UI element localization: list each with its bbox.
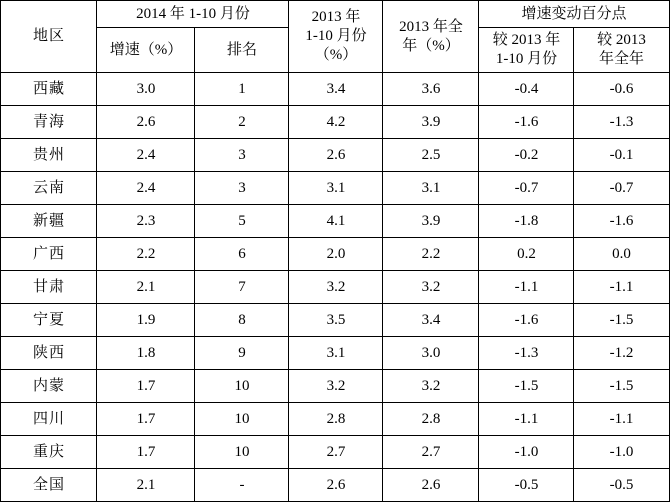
- cell-2013-10m: 4.2: [289, 106, 383, 139]
- cell-2013-10m: 3.5: [289, 304, 383, 337]
- header-2013-full-year-line2: 年（%）: [402, 37, 460, 54]
- header-group-change: 增速变动百分点: [479, 1, 669, 28]
- cell-region: 云南: [1, 172, 97, 205]
- cell-2013-full: 3.6: [383, 73, 479, 106]
- cell-2013-10m: 2.0: [289, 238, 383, 271]
- cell-rank: 9: [195, 337, 289, 370]
- cell-growth: 1.7: [97, 436, 195, 469]
- table-row: [1, 73, 669, 106]
- header-change-vs-2013-full-year: [574, 28, 669, 73]
- cell-change-full: -0.6: [574, 73, 669, 106]
- cell-rank: 10: [195, 370, 289, 403]
- cell-change-10m: -0.5: [479, 469, 574, 502]
- cell-change-10m: -1.6: [479, 106, 574, 139]
- cell-2013-10m: 3.4: [289, 73, 383, 106]
- cell-growth: 2.4: [97, 139, 195, 172]
- cell-2013-10m: 2.8: [289, 403, 383, 436]
- cell-2013-full: 2.8: [383, 403, 479, 436]
- cell-change-full: -1.0: [574, 436, 669, 469]
- cell-change-10m: -0.4: [479, 73, 574, 106]
- cell-growth: 1.8: [97, 337, 195, 370]
- header-2014-growth: 增速（%）: [97, 28, 195, 73]
- cell-change-10m: -1.0: [479, 436, 574, 469]
- table-row: [1, 403, 669, 436]
- cell-2013-full: 3.2: [383, 370, 479, 403]
- cell-region: 广西: [1, 238, 97, 271]
- cell-growth: 1.9: [97, 304, 195, 337]
- cell-rank: -: [195, 469, 289, 502]
- cell-region: 内蒙: [1, 370, 97, 403]
- cell-2013-10m: 3.1: [289, 172, 383, 205]
- cell-rank: 3: [195, 139, 289, 172]
- table-row: [1, 337, 669, 370]
- cell-region: 四川: [1, 403, 97, 436]
- table-row: [1, 205, 669, 238]
- header-2013-10m-line1: 2013 年: [311, 9, 361, 26]
- cell-rank: 1: [195, 73, 289, 106]
- header-change-vs-2013-10m-line1: 较 2013 年: [492, 32, 561, 49]
- cell-growth: 3.0: [97, 73, 195, 106]
- cell-region: 宁夏: [1, 304, 97, 337]
- cell-2013-10m: 3.2: [289, 370, 383, 403]
- cell-region: 新疆: [1, 205, 97, 238]
- table-row: [1, 436, 669, 469]
- cell-region: 重庆: [1, 436, 97, 469]
- table-row: [1, 172, 669, 205]
- header-change-vs-2013-full-year-line2: 年全年: [598, 51, 644, 67]
- header-2013-10m-line2: 1-10 月份: [305, 28, 367, 45]
- header-change-vs-2013-full-year-line1: 较 2013: [597, 32, 646, 49]
- cell-2013-full: 3.9: [383, 205, 479, 238]
- cell-change-full: -1.6: [574, 205, 669, 238]
- cell-change-full: -1.1: [574, 271, 669, 304]
- cell-rank: 2: [195, 106, 289, 139]
- cell-change-full: -0.7: [574, 172, 669, 205]
- cell-2013-10m: 3.2: [289, 271, 383, 304]
- cell-change-full: -1.5: [574, 370, 669, 403]
- header-group-2014: 2014 年 1-10 月份: [97, 1, 289, 28]
- cell-2013-full: 3.1: [383, 172, 479, 205]
- cell-2013-full: 2.7: [383, 436, 479, 469]
- header-2013-full-year-line1: 2013 年全: [399, 18, 463, 35]
- cell-2013-full: 2.6: [383, 469, 479, 502]
- cell-2013-full: 3.2: [383, 271, 479, 304]
- header-2014-rank: 排名: [195, 28, 289, 73]
- cell-rank: 10: [195, 403, 289, 436]
- cell-change-10m: -1.6: [479, 304, 574, 337]
- header-change-vs-2013-10m: [479, 28, 574, 73]
- cell-2013-full: 3.9: [383, 106, 479, 139]
- cell-growth: 2.2: [97, 238, 195, 271]
- cell-2013-10m: 3.1: [289, 337, 383, 370]
- cell-change-full: 0.0: [574, 238, 669, 271]
- cell-growth: 1.7: [97, 370, 195, 403]
- table-header-row-1: [1, 1, 669, 28]
- cell-change-10m: -0.7: [479, 172, 574, 205]
- cell-2013-full: 3.4: [383, 304, 479, 337]
- cell-2013-10m: 2.6: [289, 469, 383, 502]
- cell-change-full: -0.5: [574, 469, 669, 502]
- header-2013-10m: [289, 1, 383, 73]
- table-row: [1, 238, 669, 271]
- table-row: [1, 106, 669, 139]
- cell-region: 陕西: [1, 337, 97, 370]
- cell-rank: 6: [195, 238, 289, 271]
- table-row: [1, 271, 669, 304]
- cell-change-full: -0.1: [574, 139, 669, 172]
- cell-region: 贵州: [1, 139, 97, 172]
- cell-growth: 1.7: [97, 403, 195, 436]
- cell-rank: 5: [195, 205, 289, 238]
- cell-2013-full: 2.2: [383, 238, 479, 271]
- cell-rank: 3: [195, 172, 289, 205]
- table-row: [1, 370, 669, 403]
- cell-rank: 10: [195, 436, 289, 469]
- header-2013-full-year: [383, 1, 479, 73]
- cell-change-full: -1.1: [574, 403, 669, 436]
- cell-growth: 2.4: [97, 172, 195, 205]
- cell-change-10m: 0.2: [479, 238, 574, 271]
- cell-change-10m: -1.1: [479, 271, 574, 304]
- cell-region: 青海: [1, 106, 97, 139]
- cell-region: 西藏: [1, 73, 97, 106]
- cell-growth: 2.1: [97, 271, 195, 304]
- cell-2013-10m: 2.6: [289, 139, 383, 172]
- cell-rank: 8: [195, 304, 289, 337]
- cell-change-full: -1.3: [574, 106, 669, 139]
- cell-change-10m: -1.1: [479, 403, 574, 436]
- cell-change-full: -1.2: [574, 337, 669, 370]
- cell-region: 全国: [1, 469, 97, 502]
- cell-rank: 7: [195, 271, 289, 304]
- cell-change-10m: -1.5: [479, 370, 574, 403]
- table-row: [1, 139, 669, 172]
- cell-2013-full: 2.5: [383, 139, 479, 172]
- cell-change-10m: -1.3: [479, 337, 574, 370]
- cell-change-10m: -1.8: [479, 205, 574, 238]
- cell-change-10m: -0.2: [479, 139, 574, 172]
- cell-region: 甘肃: [1, 271, 97, 304]
- cell-2013-full: 3.0: [383, 337, 479, 370]
- header-region: 地区: [1, 1, 97, 73]
- header-2013-10m-line3: （%）: [314, 46, 358, 63]
- cell-growth: 2.6: [97, 106, 195, 139]
- header-change-vs-2013-10m-line2: 1-10 月份: [495, 51, 558, 67]
- table-row: [1, 304, 669, 337]
- cell-2013-10m: 2.7: [289, 436, 383, 469]
- cell-growth: 2.1: [97, 469, 195, 502]
- cell-growth: 2.3: [97, 205, 195, 238]
- cell-change-full: -1.5: [574, 304, 669, 337]
- cell-2013-10m: 4.1: [289, 205, 383, 238]
- table-row-total: [1, 469, 669, 502]
